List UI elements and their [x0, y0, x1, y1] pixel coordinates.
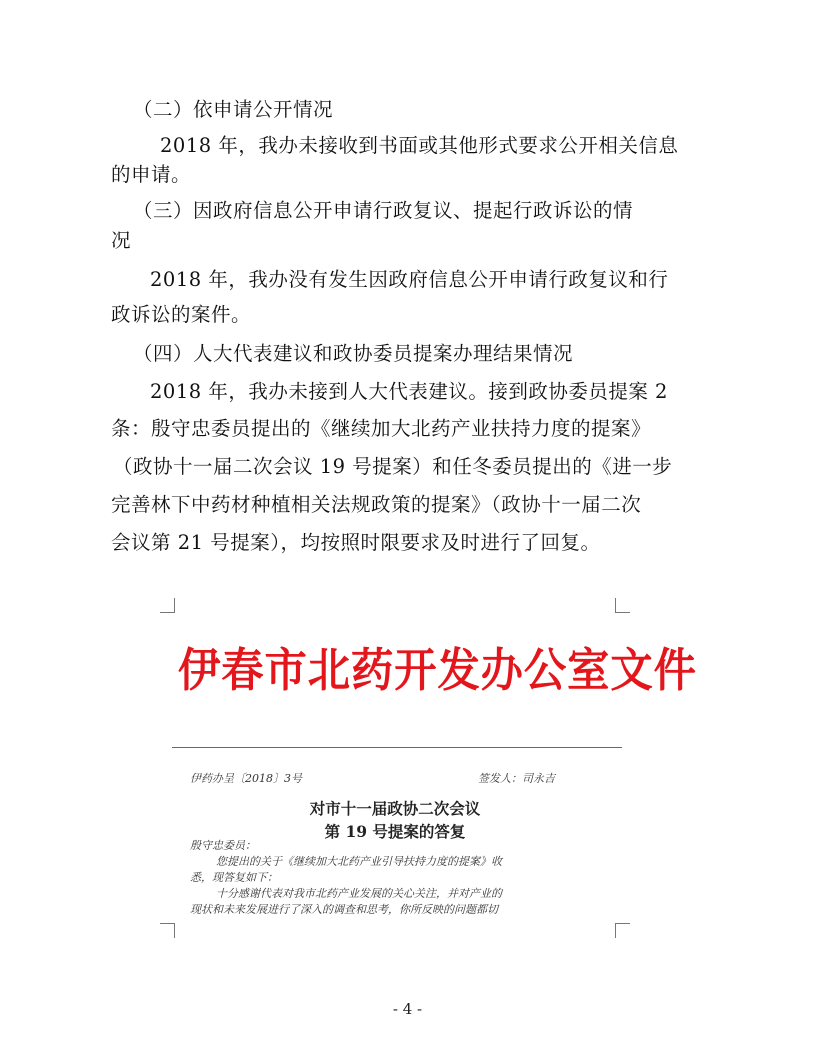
crop-mark	[615, 923, 630, 938]
section-heading-3: （三）因政府信息公开申请行政复议、提起行政诉讼的情	[133, 199, 634, 222]
paragraph-line: 政诉讼的案件。	[111, 303, 252, 326]
crop-mark	[160, 598, 175, 613]
embedded-doc-salutation: 殷守忠委员：	[190, 839, 256, 852]
paragraph-line: 2018 年，我办未接收到书面或其他形式要求公开相关信息	[160, 134, 679, 157]
embedded-doc-body-line: 悉，现答复如下：	[190, 871, 278, 884]
crop-mark	[615, 598, 630, 613]
paragraph-line: 2018 年，我办没有发生因政府信息公开申请行政复议和行	[150, 268, 669, 291]
section-heading-2: （二）依申请公开情况	[133, 98, 334, 121]
paragraph-line: 况	[111, 229, 132, 252]
embedded-doc-body-line: 十分感谢代表对我市北药产业发展的关心关注，并对产业的	[216, 887, 502, 900]
crop-mark	[160, 923, 175, 938]
red-divider	[172, 747, 622, 748]
paragraph-line: （政协十一届二次会议 19 号提案）和任冬委员提出的《进一步	[113, 455, 673, 478]
paragraph-line: 2018 年，我办未接到人大代表建议。接到政协委员提案 2	[150, 380, 668, 403]
paragraph-line: 的申请。	[111, 163, 192, 186]
embedded-doc-number: 伊药办呈〔2018〕3号	[190, 772, 302, 785]
paragraph-line: 会议第 21 号提案），均按照时限要求及时进行了回复。	[111, 531, 601, 554]
section-heading-4: （四）人大代表建议和政协委员提案办理结果情况	[133, 342, 574, 365]
page-number: - 4 -	[392, 1000, 423, 1018]
paragraph-line: 条：殷守忠委员提出的《继续加大北药产业扶持力度的提案》	[111, 417, 652, 440]
embedded-doc-signer: 签发人：司永吉	[478, 772, 555, 785]
embedded-doc-body-line: 现状和未来发展进行了深入的调查和思考，你所反映的问题都切	[190, 903, 498, 916]
paragraph-line: 完善林下中药材种植相关法规政策的提案》（政协十一届二次	[111, 493, 642, 516]
embedded-doc-heading: 对市十一届政协二次会议	[309, 799, 481, 818]
embedded-doc-red-title: 伊春市北药开发办公室文件	[178, 643, 697, 697]
embedded-doc-body-line: 您提出的关于《继续加大北药产业引导扶持力度的提案》收	[216, 855, 502, 868]
embedded-doc-heading: 第 19 号提案的答复	[324, 822, 466, 841]
